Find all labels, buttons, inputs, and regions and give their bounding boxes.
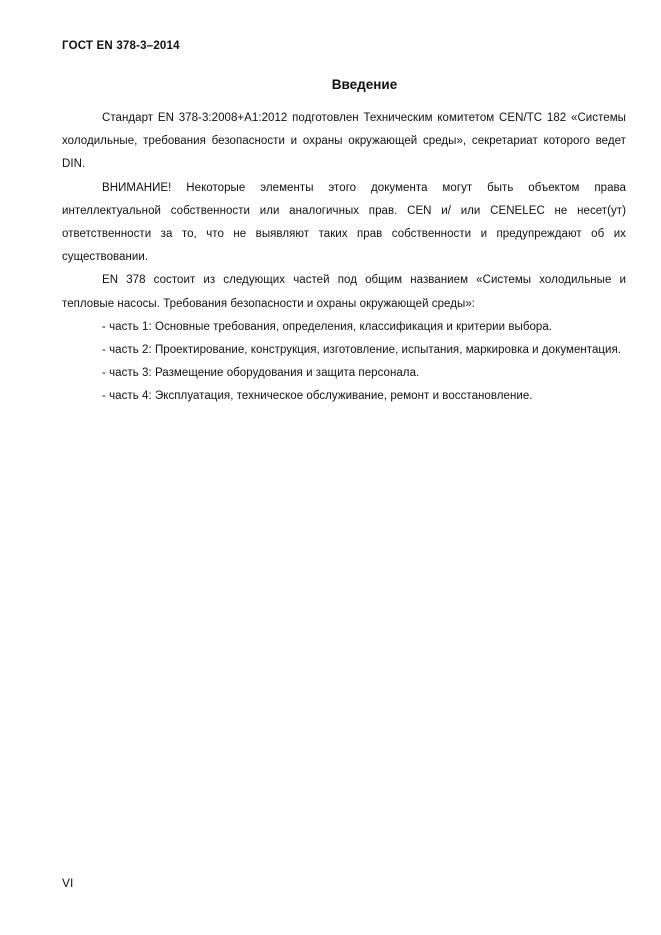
introduction-body [62,107,626,409]
page-number: VI [62,876,74,890]
section-title [0,77,661,92]
list-item-part-4: - часть 4: Эксплуатация, техническое обслуживание, ремонт и восстановление. [102,390,533,403]
list-item-part-3: - часть 3: Размещение оборудования и защита персонала. [102,367,420,380]
list-item-part-2: - часть 2: Проектирование, конструкция, изготовление, испытания, маркировка и документация. [102,344,622,357]
paragraph-standard-origin: Стандарт EN 378-3:2008+A1:2012 подготовлен Техническим комитетом CEN/TC 182 «Системы холодильные, требования безопасности и охраны окружающей среды», секретариат которого ведет DIN. [62,112,626,171]
paragraph-parts-intro: EN 378 состоит из следующих частей под общим названием «Системы холодильные и тепловые насосы. Требования безопасности и охраны окружающей среды»: [62,274,626,310]
list-item-part-1: - часть 1: Основные требования, определения, классификация и критерии выбора. [102,320,553,333]
document-code-header: ГОСТ EN 378-3–2014 [62,40,180,52]
introduction-title: Введение [331,77,398,92]
paragraph-patent-notice: ВНИМАНИЕ! Некоторые элементы этого документа могут быть объектом права интеллектуальной собственности или аналогичных прав. CEN и/ или CENELEC не несет(ут) ответственности за то, что не выявляют таких прав собственности и предупреждают об их существовании. [62,181,626,264]
